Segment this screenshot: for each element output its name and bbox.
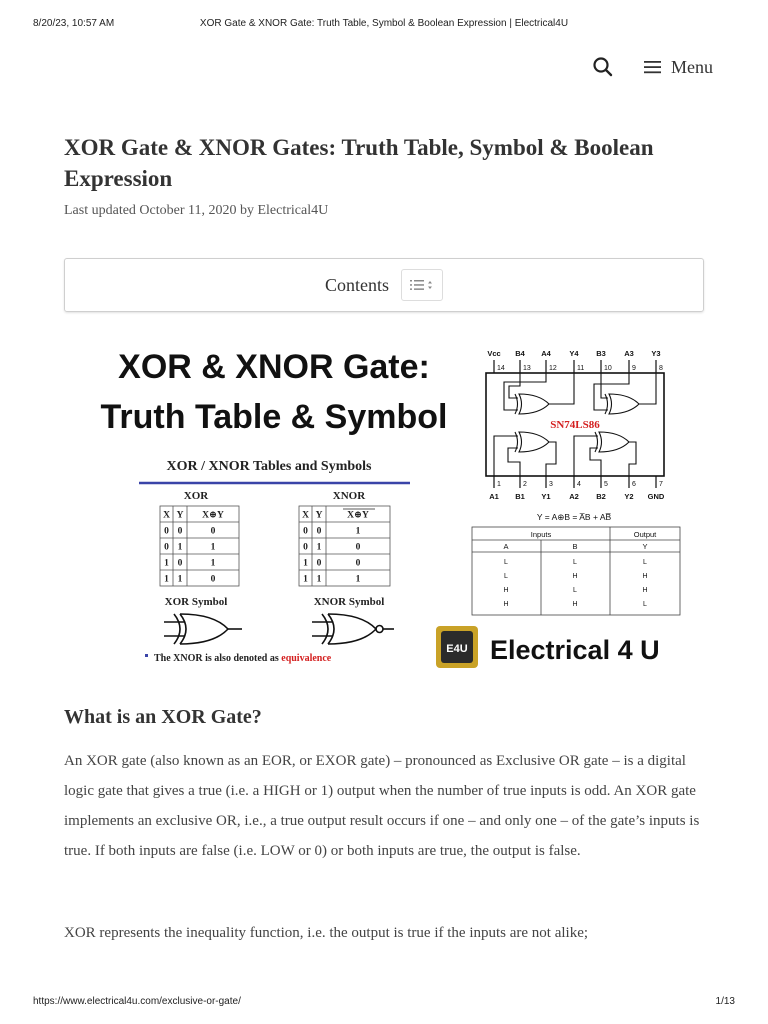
pin-number: 10: [604, 365, 612, 372]
electrical4u-logo: [436, 626, 660, 668]
pin-number: 6: [632, 481, 636, 488]
pin-name: B3: [596, 349, 606, 358]
xor-truth-table: [160, 506, 239, 586]
xor-header-x: X: [163, 510, 170, 521]
menu-button[interactable]: [643, 54, 713, 80]
xnor-cell: 1: [355, 574, 361, 585]
pin-name: A1: [489, 492, 499, 501]
ic-table-cell: H: [642, 587, 648, 594]
site-header: [0, 50, 768, 84]
toc-toggle-button[interactable]: [401, 269, 443, 301]
featured-headline-2: Truth Table & Symbol: [100, 398, 448, 436]
print-footer: [0, 992, 768, 1012]
print-page-title: XOR Gate & XNOR Gate: Truth Table, Symbol & Boolean Expression | Electrical4U: [199, 18, 569, 29]
xnor-cell: 0: [355, 558, 361, 569]
xnor-gate-symbol: [312, 614, 394, 644]
pin-name: Y1: [541, 492, 551, 501]
xnor-cell: 0: [316, 558, 322, 569]
pin-number: 4: [577, 481, 581, 488]
xor-equation: Y = A⊕B = A̅B + AB̅: [536, 512, 612, 522]
pin-number: 5: [604, 481, 608, 488]
xor-label: XOR: [183, 490, 209, 502]
table-of-contents: [64, 258, 704, 312]
article-title: XOR Gate & XNOR Gates: Truth Table, Symbol & Boolean Expression: [64, 135, 654, 191]
xor-cell: 0: [210, 526, 216, 537]
ic-table-header-b: B: [572, 542, 578, 551]
article-meta: Last updated October 11, 2020 by Electrical4U: [64, 203, 329, 218]
pin-name: B1: [515, 492, 525, 501]
xnor-truth-table: [299, 506, 390, 586]
pin-number: 12: [549, 365, 557, 372]
pin-name: A4: [541, 349, 551, 358]
search-icon: [590, 54, 616, 80]
pin-name: GND: [647, 492, 665, 501]
pin-number: 3: [549, 481, 553, 488]
xor-header-y: Y: [176, 510, 184, 521]
print-header: [0, 14, 768, 34]
xnor-cell: 0: [316, 526, 322, 537]
xnor-cell: 1: [303, 574, 308, 585]
xnor-note: [154, 653, 332, 664]
xor-cell: 1: [164, 574, 169, 585]
chip-name: SN74LS86: [550, 419, 600, 431]
ic-table-inputs-header: Inputs: [530, 530, 552, 539]
tables-title: XOR / XNOR Tables and Symbols: [166, 459, 372, 474]
xnor-symbol-label: XNOR Symbol: [313, 596, 385, 608]
ic-function-table: [472, 527, 680, 615]
xor-cell: 0: [164, 542, 169, 553]
ic-table-header-a: A: [503, 542, 509, 551]
brand-name: Electrical 4 U: [490, 635, 660, 665]
ic-pinout-diagram: [486, 349, 665, 501]
ic-table-cell: L: [504, 559, 508, 566]
search-button[interactable]: [590, 54, 616, 80]
ic-table-output-header: Output: [633, 530, 657, 539]
pin-name: A3: [624, 349, 634, 358]
pin-number: 1: [497, 481, 501, 488]
xnor-cell: 1: [316, 542, 322, 553]
xor-cell: 1: [177, 574, 183, 585]
ic-table-cell: H: [503, 601, 509, 608]
pin-number: 2: [523, 481, 527, 488]
xnor-cell: 1: [303, 558, 308, 569]
ic-table-header-y: Y: [642, 542, 648, 551]
ic-table-cell: L: [643, 559, 647, 566]
pin-number: 13: [523, 365, 531, 372]
pin-name: B2: [596, 492, 606, 501]
pin-number: 7: [659, 481, 663, 488]
ic-table-cell: L: [573, 587, 577, 594]
xor-cell: 0: [210, 574, 216, 585]
logo-badge-text: E4U: [446, 643, 468, 655]
pin-name: Y3: [651, 349, 661, 358]
xnor-cell: 0: [355, 542, 361, 553]
ic-table-cell: L: [504, 573, 508, 580]
xnor-cell: 0: [303, 526, 308, 537]
xnor-header-x: X: [302, 510, 309, 521]
menu-label: Menu: [671, 56, 713, 77]
ic-table-cell: L: [573, 559, 577, 566]
note-bullet: [145, 654, 148, 657]
ic-table-cell: H: [503, 587, 509, 594]
list-toggle-icon: [410, 279, 434, 291]
pin-number: 8: [659, 365, 663, 372]
pin-name: A2: [569, 492, 579, 501]
paragraph: An XOR gate (also known as an EOR, or EXOR gate) – pronounced as Exclusive OR gate – is a digital logic gate that gives a true (i.e. a HIGH or 1) output when the number of true inputs is odd. An XOR gate implements an exclusive OR, i.e., a true output result occurs if one – and only one – of the gate’s inputs is true. If both inputs are false (i.e. LOW or 0) or both inputs are true, the output is false.: [64, 753, 700, 859]
pin-number: 14: [497, 365, 505, 372]
xnor-label: XNOR: [332, 490, 366, 502]
featured-image: [64, 336, 704, 674]
pin-name: Y4: [569, 349, 579, 358]
xor-gate-symbol: [164, 614, 242, 644]
xor-cell: 0: [164, 526, 169, 537]
xor-cell: 0: [177, 558, 183, 569]
note-text: The XNOR is also denoted as: [154, 653, 279, 664]
ic-table-cell: H: [572, 601, 578, 608]
pin-number: 11: [577, 365, 585, 372]
xnor-header-y: Y: [315, 510, 323, 521]
ic-table-cell: H: [572, 573, 578, 580]
xor-cell: 0: [177, 526, 183, 537]
xor-cell: 1: [164, 558, 169, 569]
xor-cell: 1: [210, 542, 216, 553]
pin-name: B4: [515, 349, 525, 358]
xor-header-out: X⊕Y: [202, 510, 224, 521]
featured-headline-1: XOR & XNOR Gate:: [118, 348, 430, 386]
section-heading: What is an XOR Gate?: [64, 706, 262, 728]
toc-label: Contents: [324, 274, 389, 295]
print-url: https://www.electrical4u.com/exclusive-or-gate/: [33, 996, 241, 1007]
ic-table-cell: H: [642, 573, 648, 580]
xor-symbol-label: XOR Symbol: [164, 596, 228, 608]
xor-cell: 1: [177, 542, 183, 553]
xnor-header-out: X⊕Y: [347, 510, 369, 521]
print-timestamp: 8/20/23, 10:57 AM: [33, 18, 115, 29]
pin-name: Vcc: [487, 349, 501, 358]
xnor-cell: 1: [316, 574, 322, 585]
pin-number: 9: [632, 365, 636, 372]
xnor-cell: 0: [303, 542, 308, 553]
xor-cell: 1: [210, 558, 216, 569]
note-highlight: equivalence: [281, 653, 332, 664]
hamburger-icon: [643, 59, 663, 75]
paragraph: XOR represents the inequality function, i.e. the output is true if the inputs are not alike;: [64, 925, 589, 941]
pin-name: Y2: [624, 492, 634, 501]
xnor-cell: 1: [355, 526, 361, 537]
print-page-counter: 1/13: [715, 996, 735, 1007]
ic-table-cell: L: [643, 601, 647, 608]
